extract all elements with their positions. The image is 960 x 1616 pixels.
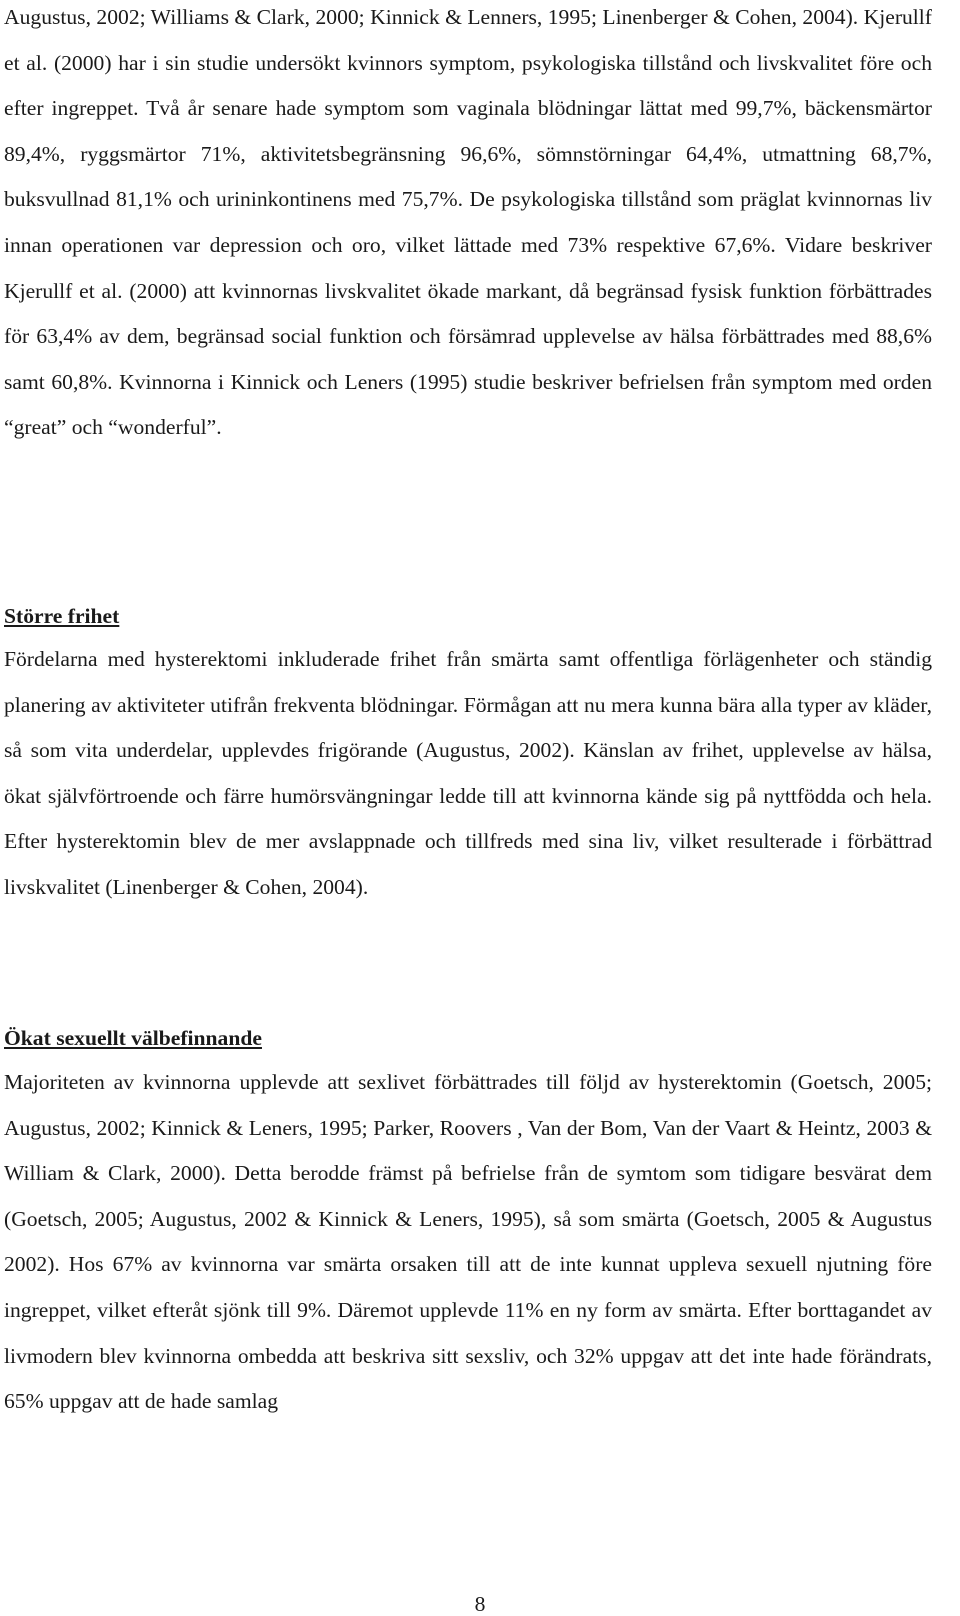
section-heading-storre-frihet: Större frihet — [4, 604, 120, 628]
section-paragraph-storre-frihet: Fördelarna med hysterektomi inkluderade frihet från smärta samt offentliga förlägenheter och ständig planering av aktiviteter utifrån frekventa blödningar. Förmågan att nu mera kunna bära alla typer av kläder, så som vita underdelar, upplevdes frigörande (Augustus, 2002). Känslan av frihet, upplevelse av hälsa, ökat självförtroende och färre humörsvängningar ledde till att kvinnorna kände sig på nyttfödda och hela. Efter hysterektomin blev de mer avslappnade och tillfreds med sina liv, vilket resulterade i förbättrad livskvalitet (Linenberger & Cohen, 2004). — [4, 647, 932, 899]
section-heading-okat-sexuellt-valbefinnande: Ökat sexuellt välbefinnande — [4, 1026, 262, 1050]
section-paragraph-okat-sexuellt-valbefinnande: Majoriteten av kvinnorna upplevde att sexlivet förbättrades till följd av hysterektomin (Goetsch, 2005; Augustus, 2002; Kinnick & Leners, 1995; Parker, Roovers , Van der Bom, Van der Vaart & Heintz, 2003 & William & Clark, 2000). Detta berodde främst på befrielse från de symtom som tidigare besvärat dem (Goetsch, 2005; Augustus, 2002 & Kinnick & Leners, 1995), så som smärta (Goetsch, 2005 & Augustus 2002). Hos 67% av kvinnorna var smärta orsaken till att de inte kunnat uppleva sexuell njutning före ingreppet, vilket efteråt sjönk till 9%. Däremot upplevde 11% en ny form av smärta. Efter borttagandet av livmodern blev kvinnorna ombedda att beskriva sitt sexsliv, och 32% uppgav att det inte hade förändrats, 65% uppgav att de hade samlag — [4, 1070, 932, 1414]
intro-paragraph: Augustus, 2002; Williams & Clark, 2000; Kinnick & Lenners, 1995; Linenberger & Cohen, 2004). Kjerullf et al. (2000) har i sin studie undersökt kvinnors symptom, psykologiska tillstånd och livskvalitet före och efter ingreppet. Två år senare hade symptom som vaginala blödningar lättat med 99,7%, bäckensmärtor 89,4%, ryggsmärtor 71%, aktivitetsbegränsning 96,6%, sömnstörningar 64,4%, utmattning 68,7%, buksvullnad 81,1% och urininkontinens med 75,7%. De psykologiska tillstånd som präglat kvinnornas liv innan operationen var depression och oro, vilket lättade med 73% respektive 67,6%. Vidare beskriver Kjerullf et al. (2000) att kvinnornas livskvalitet ökade markant, då begränsad fysisk funktion förbättrades för 63,4% av dem, begränsad social funktion och försämrad upplevelse av hälsa förbättrades med 88,6% samt 60,8%. Kvinnorna i Kinnick och Leners (1995) studie beskriver befrielsen från symptom med orden “great” och “wonderful”. — [4, 5, 932, 440]
page-number: 8 — [474, 1592, 486, 1616]
